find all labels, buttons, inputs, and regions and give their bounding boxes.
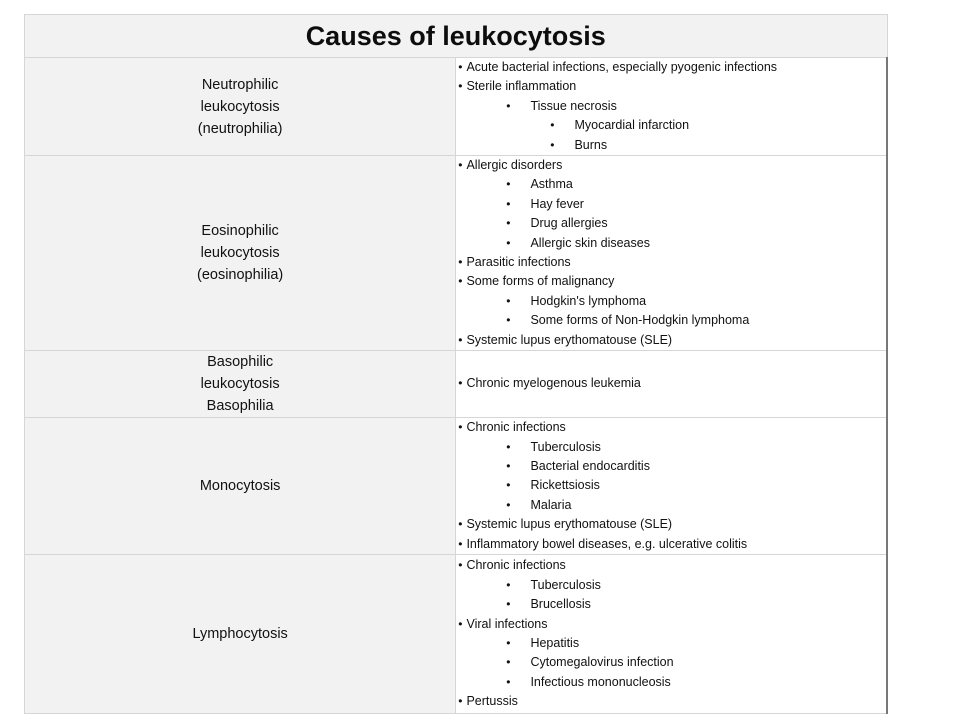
cause-item — [458, 77, 886, 155]
category-cell — [25, 156, 456, 351]
cause-item — [506, 175, 886, 194]
cause-list-level-2 — [458, 292, 886, 331]
cause-text: Myocardial infarction — [574, 118, 690, 133]
cause-text: Inflammatory bowel diseases, e.g. ulcerative colitis — [466, 536, 748, 551]
cause-item — [506, 195, 886, 214]
table-row — [25, 554, 888, 713]
cause-list-level-3 — [506, 116, 886, 155]
cause-item — [506, 634, 886, 653]
cause-list-level-2 — [458, 97, 886, 155]
category-cell — [25, 351, 456, 418]
cause-text: Cytomegalovirus infection — [530, 655, 674, 670]
category-line: Neutrophilic — [201, 76, 279, 93]
cause-item — [506, 438, 886, 457]
category-line: Eosinophilic — [201, 223, 279, 240]
cause-item — [458, 535, 886, 554]
cause-text: Hepatitis — [530, 635, 580, 650]
cause-text: Tissue necrosis — [530, 98, 617, 113]
cause-item — [506, 97, 886, 155]
cause-item — [458, 556, 886, 614]
cause-item — [458, 418, 886, 515]
cause-item — [458, 615, 886, 693]
cause-item — [506, 234, 886, 253]
cause-text: Infectious mononucleosis — [530, 674, 671, 689]
cause-text: Burns — [574, 137, 608, 152]
cause-text: Pertussis — [466, 694, 518, 709]
cause-item — [458, 374, 886, 393]
cause-item — [506, 576, 886, 595]
table-row — [25, 418, 888, 555]
cause-text: Some forms of malignancy — [466, 274, 615, 289]
table-row — [25, 58, 888, 156]
cause-text: Viral infections — [466, 616, 548, 631]
cause-text: Systemic lupus erythomatouse (SLE) — [466, 332, 673, 347]
cause-text: Chronic myelogenous leukemia — [466, 376, 641, 391]
cause-item — [506, 595, 886, 614]
cause-text: Hodgkin's lymphoma — [530, 293, 647, 308]
category-cell — [25, 554, 456, 713]
cause-list-level-2 — [458, 438, 886, 516]
cause-text: Malaria — [530, 497, 572, 512]
cause-text: Bacterial endocarditis — [530, 458, 650, 473]
cause-item — [506, 476, 886, 495]
causes-cell — [456, 418, 887, 555]
leukocytosis-table — [24, 14, 888, 714]
cause-text: Brucellosis — [530, 597, 591, 612]
category-line: Monocytosis — [199, 478, 281, 495]
cause-item — [550, 116, 886, 135]
cause-item — [458, 156, 886, 253]
cause-text: Rickettsiosis — [530, 478, 600, 493]
cause-text: Tuberculosis — [530, 439, 601, 454]
category-cell — [25, 58, 456, 156]
cause-item — [506, 673, 886, 692]
cause-item — [458, 272, 886, 330]
category-cell — [25, 418, 456, 555]
cause-text: Hay fever — [530, 196, 584, 211]
cause-item — [458, 331, 886, 350]
causes-cell — [456, 58, 887, 156]
causes-cell — [456, 351, 887, 418]
cause-item — [458, 692, 886, 711]
category-line: (neutrophilia) — [197, 120, 283, 137]
cause-item — [506, 653, 886, 672]
table-row — [25, 351, 888, 418]
cause-item — [458, 515, 886, 534]
cause-item — [458, 58, 886, 77]
cause-item — [550, 136, 886, 155]
cause-item — [506, 311, 886, 330]
cause-text: Chronic infections — [466, 420, 566, 435]
causes-cell — [456, 156, 887, 351]
cause-text: Parasitic infections — [466, 255, 571, 270]
cause-text: Some forms of Non-Hodgkin lymphoma — [530, 313, 750, 328]
cause-text: Drug allergies — [530, 216, 608, 231]
causes-cell — [456, 554, 887, 713]
cause-item — [458, 253, 886, 272]
cause-text: Chronic infections — [466, 558, 566, 573]
cause-list-level-2 — [458, 634, 886, 692]
cause-list-level-2 — [458, 576, 886, 615]
category-line: leukocytosis — [200, 376, 280, 393]
cause-list-level-1 — [456, 156, 886, 350]
cause-text: Allergic skin diseases — [530, 235, 650, 250]
cause-list-level-1 — [456, 58, 886, 155]
cause-list-level-1 — [456, 374, 886, 393]
category-line: (eosinophilia) — [197, 267, 284, 284]
category-line: leukocytosis — [200, 245, 280, 262]
cause-text: Asthma — [530, 177, 573, 192]
cause-item — [506, 214, 886, 233]
cause-text: Allergic disorders — [466, 158, 563, 173]
category-line: leukocytosis — [200, 98, 280, 115]
category-line: Basophilia — [206, 398, 274, 415]
cause-list-level-2 — [458, 175, 886, 253]
cause-text: Acute bacterial infections, especially pyogenic infections — [466, 60, 778, 74]
cause-text: Sterile inflammation — [466, 79, 577, 94]
cause-text: Tuberculosis — [530, 577, 601, 592]
cause-item — [506, 292, 886, 311]
cause-text: Systemic lupus erythomatouse (SLE) — [466, 517, 673, 532]
table-title: Causes of leukocytosis — [25, 15, 888, 58]
cause-item — [506, 457, 886, 476]
cause-item — [506, 496, 886, 515]
cause-list-level-1 — [456, 556, 886, 711]
table-body — [25, 58, 888, 714]
category-line: Lymphocytosis — [192, 625, 288, 642]
category-line: Basophilic — [207, 354, 274, 371]
table-row — [25, 156, 888, 351]
cause-list-level-1 — [456, 418, 886, 554]
